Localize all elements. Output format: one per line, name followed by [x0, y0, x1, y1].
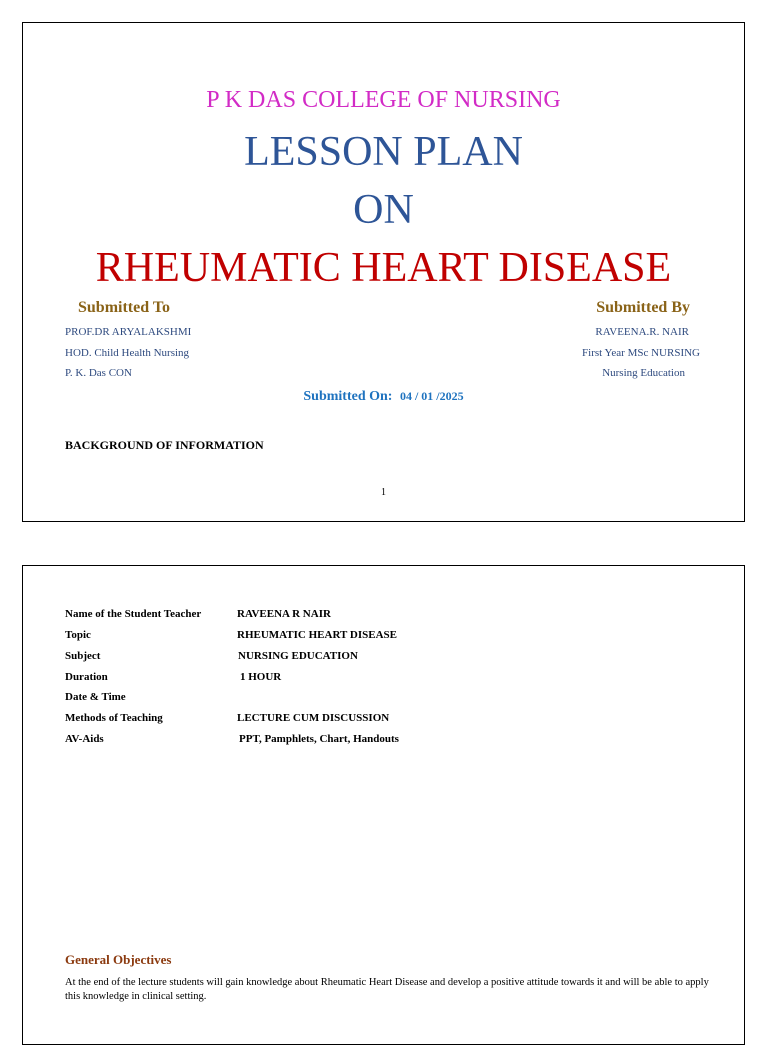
submitted-on — [23, 389, 744, 405]
detail-value: RHEUMATIC HEART DISEASE — [237, 629, 397, 641]
detail-value: LECTURE CUM DISCUSSION — [237, 712, 390, 724]
detail-label: Name of the Student Teacher — [65, 608, 202, 620]
detail-value: RAVEENA R NAIR — [237, 608, 331, 620]
submitted-to-line: HOD. Child Health Nursing — [65, 347, 190, 359]
lesson-plan-title: LESSON PLAN — [244, 129, 523, 175]
detail-label: AV-Aids — [65, 733, 104, 745]
detail-value: PPT, Pamphlets, Chart, Handouts — [239, 733, 399, 745]
submitted-by-line: Nursing Education — [602, 367, 685, 379]
background-heading: BACKGROUND OF INFORMATION — [65, 438, 264, 452]
lesson-topic: RHEUMATIC HEART DISEASE — [95, 245, 672, 291]
submitted-by-line: First Year MSc NURSING — [582, 347, 700, 359]
detail-label: Date & Time — [65, 691, 126, 703]
detail-label: Subject — [65, 650, 101, 662]
submitted-to-line: P. K. Das CON — [65, 367, 132, 379]
detail-label: Topic — [65, 629, 91, 641]
detail-label: Duration — [65, 671, 108, 683]
detail-value: NURSING EDUCATION — [238, 650, 358, 662]
cover-page — [22, 22, 745, 522]
general-objectives-heading: General Objectives — [65, 952, 172, 967]
title-on: ON — [353, 187, 414, 233]
submitted-on-date: 04 / 01 /2025 — [399, 389, 464, 403]
general-objectives-text: At the end of the lecture students will gain knowledge about Rheumatic Heart Disease and develop a positive attitude towards it and will be able to apply this knowledge in clinical setting. — [65, 977, 709, 1002]
details-page — [22, 565, 745, 1045]
detail-label: Methods of Teaching — [65, 712, 163, 724]
detail-value: 1 HOUR — [240, 671, 282, 683]
submitted-to-line: PROF.DR ARYALAKSHMI — [65, 326, 192, 338]
page-number: 1 — [381, 487, 386, 498]
college-name: P K DAS COLLEGE OF NURSING — [206, 87, 561, 113]
submitted-on-label: Submitted On: — [303, 389, 393, 404]
submitted-to-heading: Submitted To — [78, 299, 171, 316]
submitted-by-line: RAVEENA.R. NAIR — [595, 326, 689, 338]
submitted-by-heading: Submitted By — [596, 299, 690, 316]
